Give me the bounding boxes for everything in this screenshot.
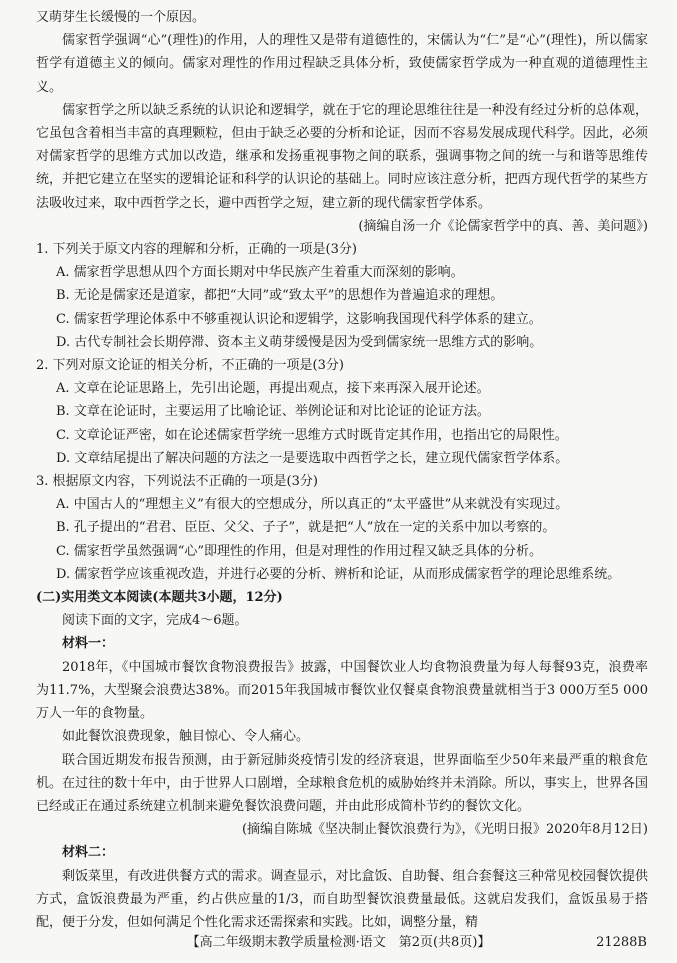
question-stem: 3. 根据原文内容，下列说法不正确的一项是(3分)	[36, 474, 318, 490]
answer-option: C. 儒家哲学虽然强调“心”即理性的作用，但是对理性的作用过程又缺乏具体的分析。	[56, 543, 543, 559]
answer-option: C. 文章论证严密，如在论述儒家哲学统一思维方式时既肯定其作用，也指出它的局限性。	[56, 427, 568, 443]
question-stem: 2. 下列对原文论证的相关分析，不正确的一项是(3分)	[36, 358, 344, 374]
answer-option: D. 儒家哲学应该重视改造，并进行必要的分析、辨析和论证，从而形成儒家哲学的理论思维系统。	[56, 566, 621, 582]
body-paragraph: 联合国近期发布报告预测，由于新冠肺炎疫情引发的经济衰退，世界面临至少50年来最严重的粮食危机。在过往的数十年中，由于世界人口剧增，全球粮食危机的威胁始终并未消除。所以，事实上，世界各国已经或正在通过系统建立机制来避免餐饮浪费问题，并由此形成简朴节约的餐饮文化。	[36, 752, 648, 814]
body-paragraph: 2018年，《中国城市餐饮食物浪费报告》披露，中国餐饮业人均食物浪费量为每人每餐93克，浪费率为11.7%，大型聚会浪费达38%。而2015年我国城市餐饮业仅餐桌食物浪费量就相当于3 000万至5 000万人一年的食物量。	[36, 659, 648, 722]
body-paragraph: 又萌芽生长缓慢的一个原因。	[36, 10, 206, 25]
material-heading: 材料一：	[62, 636, 115, 652]
body-paragraph: 阅读下面的文字，完成4～6题。	[62, 613, 248, 629]
answer-option: B. 文章在论证时，主要运用了比喻论证、举例论证和对比论证的论证方法。	[56, 404, 490, 420]
answer-option: A. 儒家哲学思想从四个方面长期对中华民族产生着重大而深刻的影响。	[56, 265, 464, 281]
body-paragraph: 剩饭菜里，有改进供餐方式的需求。调查显示，对比盒饭、自助餐、组合套餐这三种常见校园餐饮提供方式，盒饭浪费最为严重，约占供应量的1/3，而自助型餐饮浪费量最低。这就启发我们，盒饭虽易于搭配，便于分发，但如何满足个性化需求还需探索和实践。比如，调整分量，精	[36, 868, 648, 930]
answer-option: A. 文章在论证思路上，先引出论题，再提出观点，接下来再深入展开论述。	[56, 381, 490, 397]
body-paragraph: 儒家哲学之所以缺乏系统的认识论和逻辑学，就在于它的理论思维往往是一种没有经过分析的总体观，它虽包含着相当丰富的真理颗粒，但由于缺乏必要的分析和论证，因而不容易发展成现代科学。因此，必须对儒家哲学的思维方式加以改造，继承和发扬重视事物之间的联系，强调事物之间的统一与和谐等思维传统，并把它建立在坚实的逻辑论证和科学的认识论的基础上。同时应该注意分析，把西方现代哲学的某些方法吸收过来，取中西哲学之长，避中西哲学之短，建立新的现代儒家哲学体系。	[36, 102, 648, 211]
footer-code: 21288B	[596, 935, 647, 950]
source-citation: (摘编自陈城《坚决制止餐饮浪费行为》，《光明日报》2020年8月12日)	[241, 822, 648, 838]
footer-title: 【高二年级期末教学质量检测·语文 第2页(共8页)】	[186, 935, 491, 950]
material-heading: 材料二：	[62, 845, 115, 861]
source-citation: (摘编自汤一介《论儒家哲学中的真、善、美问题》)	[358, 218, 648, 234]
answer-option: C. 儒家哲学理论体系中不够重视认识论和逻辑学，这影响我国现代科学体系的建立。	[56, 311, 542, 327]
section-heading: (二)实用类文本阅读(本题共3小题，12分)	[36, 590, 283, 606]
answer-option: B. 无论是儒家还是道家，都把“大同”或“致太平”的思想作为普遍追求的理想。	[56, 288, 504, 304]
body-paragraph: 如此餐饮浪费现象，触目惊心、令人痛心。	[62, 729, 310, 745]
answer-option: B. 孔子提出的“君君、臣臣、父父、子子”，就是把“人”放在一定的关系中加以考察的。	[56, 520, 556, 536]
body-paragraph: 儒家哲学强调“心”(理性)的作用，人的理性又是带有道德性的，宋儒认为“仁”是“心”(理性)，所以儒家哲学有道德主义的倾向。儒家对理性的作用过程缺乏具体分析，致使儒家哲学成为一种直观的道德理性主义。	[36, 33, 648, 95]
answer-option: D. 古代专制社会长期停滞、资本主义萌芽缓慢是因为受到儒家统一思维方式的影响。	[56, 334, 543, 350]
page-content	[36, 6, 648, 934]
answer-option: D. 文章结尾提出了解决问题的方法之一是要选取中西哲学之长，建立现代儒家哲学体系。	[56, 450, 569, 466]
answer-option: A. 中国古人的“理想主义”有很大的空想成分，所以真正的“太平盛世”从来就没有实现过。	[56, 497, 569, 513]
question-stem: 1. 下列关于原文内容的理解和分析，正确的一项是(3分)	[36, 242, 357, 258]
